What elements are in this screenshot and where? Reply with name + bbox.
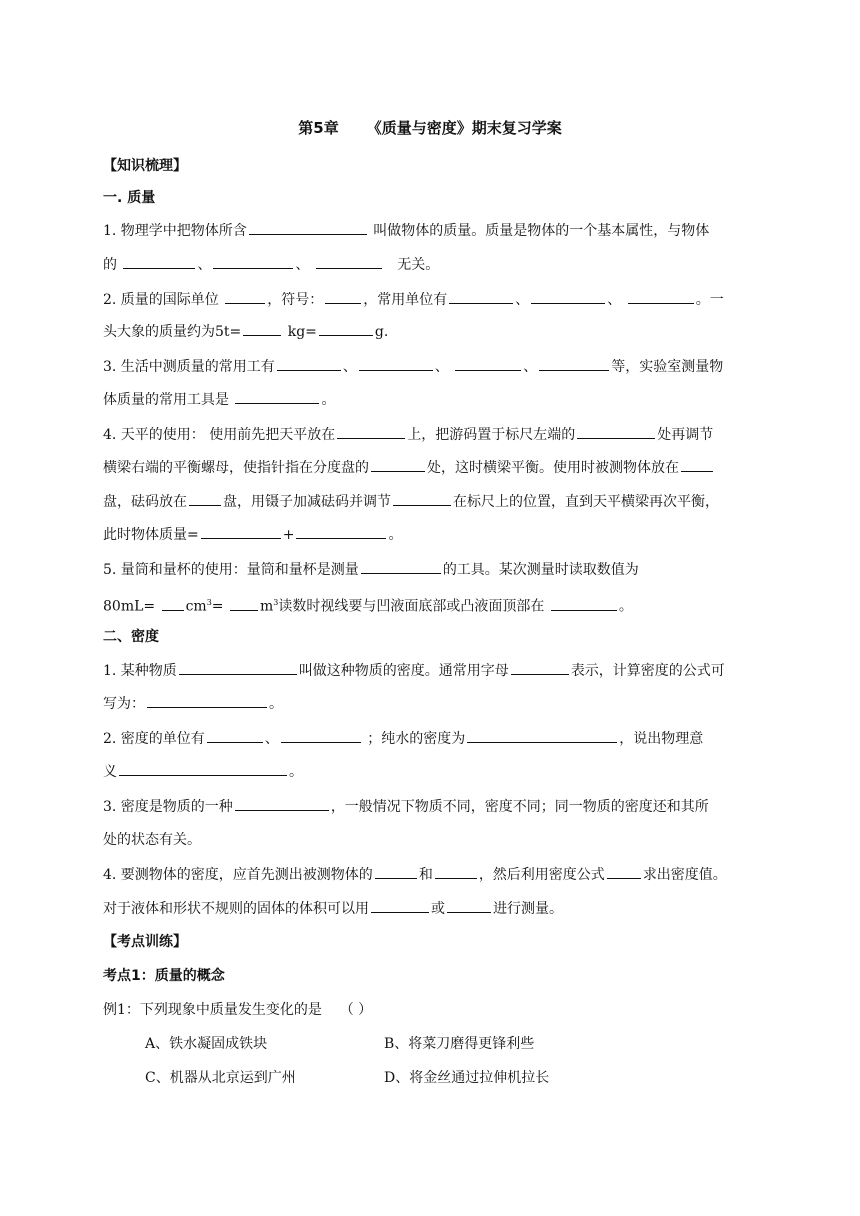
option-a[interactable]: A、铁水凝固成铁块 bbox=[145, 1036, 268, 1052]
blank[interactable] bbox=[316, 254, 382, 269]
blank[interactable] bbox=[201, 524, 281, 539]
density-q1-line2: 写为： 。 bbox=[103, 693, 283, 715]
mass-q3-line2: 体质量的常用工具是 。 bbox=[103, 389, 335, 411]
blank[interactable] bbox=[296, 524, 386, 539]
mass-q5-line1: 5. 量筒和量杯的使用：量筒和量杯是测量 的工具。某次测量时读取数值为 bbox=[103, 559, 639, 581]
option-b[interactable]: B、将菜刀磨得更锋利些 bbox=[384, 1036, 535, 1052]
mass-q1-line2: 的 、 、 无关。 bbox=[103, 254, 439, 276]
density-heading: 二、密度 bbox=[103, 629, 159, 645]
blank[interactable] bbox=[371, 898, 429, 913]
blank[interactable] bbox=[162, 596, 184, 611]
blank[interactable] bbox=[123, 254, 195, 269]
mass-q5-line2: $80mL= cm^3= m^3$读数时视线要与凹液面底部或凸液面顶部在 。 bbox=[103, 592, 633, 618]
blank[interactable] bbox=[435, 864, 477, 879]
blank[interactable] bbox=[375, 864, 417, 879]
blank[interactable] bbox=[243, 321, 281, 336]
blank[interactable] bbox=[539, 356, 609, 371]
blank[interactable] bbox=[531, 289, 605, 304]
blank[interactable] bbox=[281, 728, 361, 743]
blank[interactable] bbox=[577, 424, 655, 439]
blank[interactable] bbox=[119, 761, 287, 776]
blank[interactable] bbox=[359, 356, 433, 371]
blank[interactable] bbox=[628, 289, 694, 304]
mass-q3-line1: 3. 生活中测质量的常用工有 、 、 、 等，实验室测量物 bbox=[103, 356, 723, 378]
blank[interactable] bbox=[235, 796, 329, 811]
blank[interactable] bbox=[235, 389, 319, 404]
mass-q4-line4: 此时物体质量= + 。 bbox=[103, 524, 402, 546]
blank[interactable] bbox=[319, 321, 373, 336]
blank[interactable] bbox=[393, 491, 451, 506]
mass-q2-line2: 头大象的质量约为5t= kg= g. bbox=[103, 321, 388, 343]
mass-heading: 一. 质量 bbox=[103, 190, 156, 206]
blank[interactable] bbox=[189, 491, 221, 506]
blank[interactable] bbox=[467, 728, 617, 743]
blank[interactable] bbox=[681, 457, 713, 472]
blank[interactable] bbox=[207, 728, 263, 743]
blank[interactable] bbox=[449, 289, 513, 304]
blank[interactable] bbox=[455, 356, 521, 371]
blank[interactable] bbox=[147, 693, 267, 708]
blank[interactable] bbox=[371, 457, 425, 472]
blank[interactable] bbox=[361, 559, 441, 574]
blank[interactable] bbox=[607, 864, 641, 879]
section-training-heading: 【考点训练】 bbox=[103, 934, 187, 950]
density-q4-line1: 4. 要测物体的密度，应首先测出被测物体的 和 ，然后利用密度公式 求出密度值。 bbox=[103, 864, 727, 886]
density-q3-line2: 处的状态有关。 bbox=[103, 832, 201, 848]
blank[interactable] bbox=[213, 254, 293, 269]
blank[interactable] bbox=[447, 898, 491, 913]
mass-q4-line3: 盘，砝码放在 盘，用镊子加减砝码并调节 在标尺上的位置，直到天平横梁再次平衡， bbox=[103, 491, 719, 513]
blank[interactable] bbox=[179, 660, 297, 675]
blank[interactable] bbox=[511, 660, 569, 675]
density-q1-line1: 1. 某种物质 叫做这种物质的密度。通常用字母 表示，计算密度的公式可 bbox=[103, 660, 725, 682]
blank[interactable] bbox=[551, 596, 617, 611]
blank[interactable] bbox=[337, 424, 405, 439]
density-q4-line2: 对于液体和形状不规则的固体的体积可以用 或 进行测量。 bbox=[103, 898, 563, 920]
option-c[interactable]: C、机器从北京运到广州 bbox=[145, 1070, 296, 1086]
page-title bbox=[0, 117, 860, 138]
example1-stem: 例1：下列现象中质量发生变化的是 （ ） bbox=[103, 1002, 373, 1018]
mass-q2-line1: 2. 质量的国际单位 ，符号： ，常用单位有 、 、 。一 bbox=[103, 289, 724, 311]
chapter-label: 第5章 bbox=[298, 119, 339, 137]
option-d[interactable]: D、将金丝通过拉伸机拉长 bbox=[384, 1070, 550, 1086]
blank[interactable] bbox=[249, 220, 367, 235]
section-knowledge-heading: 【知识梳理】 bbox=[103, 158, 187, 174]
blank[interactable] bbox=[230, 596, 258, 611]
mass-q4-line1: 4. 天平的使用： 使用前先把天平放在 上，把游码置于标尺左端的 处再调节 bbox=[103, 424, 713, 446]
kaodian1-heading: 考点1：质量的概念 bbox=[103, 968, 225, 984]
density-q3-line1: 3. 密度是物质的一种 ，一般情况下物质不同，密度不同；同一物质的密度还和其所 bbox=[103, 796, 709, 818]
density-q2-line1: 2. 密度的单位有 、 ；纯水的密度为 ，说出物理意 bbox=[103, 728, 703, 750]
density-q2-line2: 义 。 bbox=[103, 761, 303, 783]
chapter-name: 《质量与密度》期末复习学案 bbox=[366, 119, 562, 137]
blank[interactable] bbox=[325, 289, 361, 304]
mass-q4-line2: 横梁右端的平衡螺母，使指针指在分度盘的 处，这时横梁平衡。使用时被测物体放在 bbox=[103, 457, 715, 479]
blank[interactable] bbox=[225, 289, 265, 304]
mass-q1-line1: 1. 物理学中把物体所含 叫做物体的质量。质量是物体的一个基本属性，与物体 bbox=[103, 220, 709, 242]
blank[interactable] bbox=[277, 356, 341, 371]
